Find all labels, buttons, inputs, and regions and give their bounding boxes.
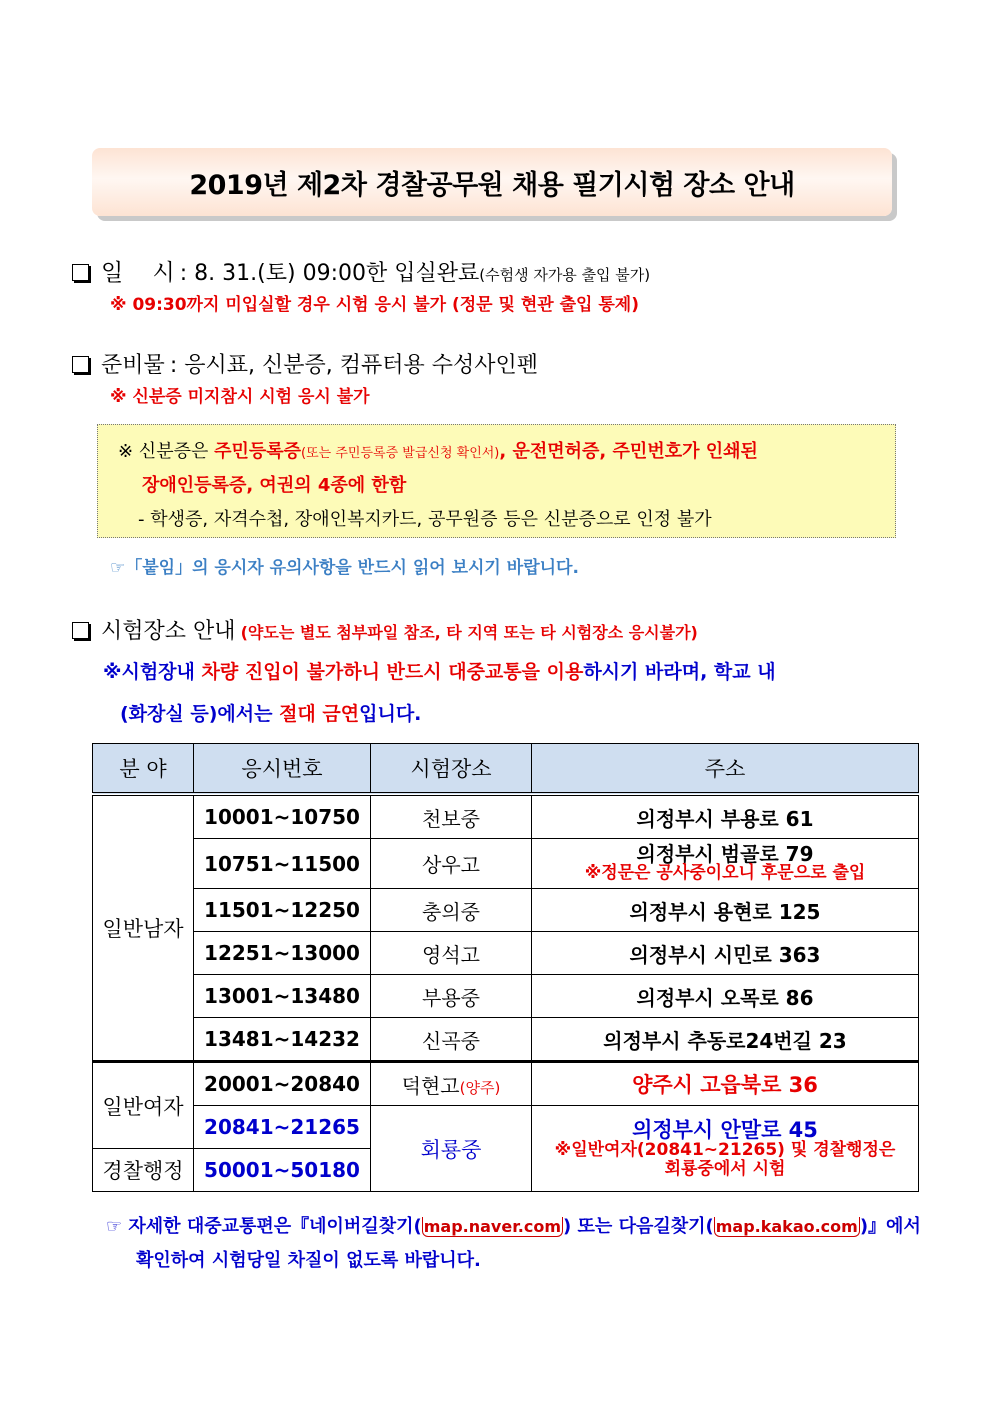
id-note-box (97, 424, 896, 538)
exam-range: 10751~11500 (194, 839, 371, 889)
id-note-item1-paren: (또는 주민등록증 발급신청 확인서) (301, 446, 500, 461)
school-name: 회룡중 (371, 1106, 532, 1192)
exam-range: 12251~13000 (194, 932, 371, 975)
school-name: 신곡중 (371, 1018, 532, 1062)
school-note: (양주) (459, 1078, 501, 1097)
table-row (93, 975, 919, 1018)
header-address: 주소 (532, 744, 919, 795)
kakao-map-link[interactable]: map.kakao.com (715, 1217, 858, 1236)
schedule-note: (수험생 자가용 출입 불가) (479, 266, 651, 284)
supplies-value: : 응시표, 신분증, 컴퓨터용 수성사인펜 (169, 353, 539, 378)
address: 의정부시 오목로 86 (532, 975, 919, 1018)
footer-line2: 확인하여 시험당일 차질이 없도록 바랍니다. (136, 1250, 481, 1271)
venue-line (72, 614, 698, 645)
exam-range: 20841~21265 (194, 1106, 371, 1149)
schedule-warning: ※ 09:30까지 미입실할 경우 시험 응시 불가 (정문 및 현관 출입 통제) (110, 295, 639, 315)
venue-notice-e: 절대 금연 (279, 703, 360, 725)
school-name: 천보중 (371, 794, 532, 839)
venue-notice-f: 입니다. (359, 703, 422, 725)
school-name: 상우고 (371, 839, 532, 889)
school-cell (371, 1062, 532, 1106)
table-row (93, 1062, 919, 1106)
naver-map-link[interactable]: map.naver.com (423, 1217, 562, 1236)
footer-prefix: ☞ 자세한 대중교통편은『네이버길찾기( (106, 1216, 422, 1237)
table-header-row (93, 744, 919, 795)
venue-notice-c: 하시기 바라며, 학교 내 (583, 661, 776, 683)
table-row (93, 794, 919, 839)
checkbox-bullet-icon (72, 264, 89, 281)
header-venue: 시험장소 (371, 744, 532, 795)
id-note-line3: - 학생증, 자격수첩, 장애인복지카드, 공무원증 등은 신분증으로 인정 불가 (138, 509, 712, 530)
supplies-label: 준비물 (101, 353, 165, 378)
supplies-line (72, 348, 538, 379)
address: 양주시 고읍북로 36 (532, 1062, 919, 1106)
table-row (93, 839, 919, 889)
exam-location-table (92, 743, 919, 1192)
address-cell (532, 1106, 919, 1192)
group-female: 일반여자 (93, 1062, 194, 1149)
header-category: 분 야 (93, 744, 194, 795)
schedule-value: : 8. 31.(토) 09:00한 입실완료 (179, 261, 480, 286)
id-note-line2: 장애인등록증, 여권의 4종에 한함 (142, 475, 407, 496)
address: 의정부시 안말로 45 (632, 1117, 818, 1142)
exam-range: 11501~12250 (194, 889, 371, 932)
checkbox-bullet-icon (72, 356, 89, 373)
table-row (93, 932, 919, 975)
group-admin: 경찰행정 (93, 1149, 194, 1192)
exam-range: 20001~20840 (194, 1062, 371, 1106)
header-exam-number: 응시번호 (194, 744, 371, 795)
address: 의정부시 범골로 79 (636, 842, 814, 866)
page-title: 2019년 제2차 경찰공무원 채용 필기시험 장소 안내 (92, 148, 892, 216)
footer-line1 (106, 1212, 921, 1238)
address-note: ※정문은 공사중이오니 후문으로 출입 (584, 863, 866, 883)
table-row (93, 889, 919, 932)
venue-notice-b: 차량 진입이 불가하니 반드시 대중교통을 이용 (201, 661, 584, 683)
exam-range: 50001~50180 (194, 1149, 371, 1192)
id-note-prefix: ※ 신분증은 (118, 441, 215, 462)
address: 의정부시 용현로 125 (532, 889, 919, 932)
venue-notice-line2 (120, 699, 421, 726)
venue-paren: (약도는 별도 첨부파일 참조, 타 지역 또는 타 시험장소 응시불가) (240, 623, 698, 642)
schedule-line (72, 254, 650, 287)
attachment-note: ☞「붙임」의 응시자 유의사항을 반드시 읽어 보시기 바랍니다. (110, 558, 579, 578)
venue-notice-line1 (103, 657, 776, 684)
footer-suffix: )』에서 (859, 1216, 921, 1237)
exam-range: 13001~13480 (194, 975, 371, 1018)
address: 의정부시 부용로 61 (532, 794, 919, 839)
id-note-item2: , 운전면허증, 주민번호가 인쇄된 (499, 441, 758, 462)
exam-range: 13481~14232 (194, 1018, 371, 1062)
school-name: 부용중 (371, 975, 532, 1018)
schedule-label: 일 시 (101, 260, 175, 286)
address-cell (532, 839, 919, 889)
school-name: 영석고 (371, 932, 532, 975)
table-row (93, 1106, 919, 1149)
group-male: 일반남자 (93, 794, 194, 1062)
address: 의정부시 시민로 363 (532, 932, 919, 975)
venue-notice-a: ※시험장내 (103, 661, 202, 683)
address-note: ※일반여자(20841~21265) 및 경찰행정은 회룡중에서 시험 (554, 1139, 896, 1179)
school-name: 덕현고 (401, 1073, 460, 1098)
id-note-item1: 주민등록증 (214, 441, 302, 462)
address: 의정부시 추동로24번길 23 (532, 1018, 919, 1062)
school-name: 충의중 (371, 889, 532, 932)
supplies-warning: ※ 신분증 미지참시 시험 응시 불가 (110, 387, 370, 407)
exam-range: 10001~10750 (194, 794, 371, 839)
checkbox-bullet-icon (72, 622, 89, 639)
venue-label: 시험장소 안내 (101, 619, 236, 644)
venue-notice-d: (화장실 등)에서는 (120, 703, 280, 725)
table-row (93, 1018, 919, 1062)
footer-mid: ) 또는 다음길찾기( (563, 1216, 714, 1237)
